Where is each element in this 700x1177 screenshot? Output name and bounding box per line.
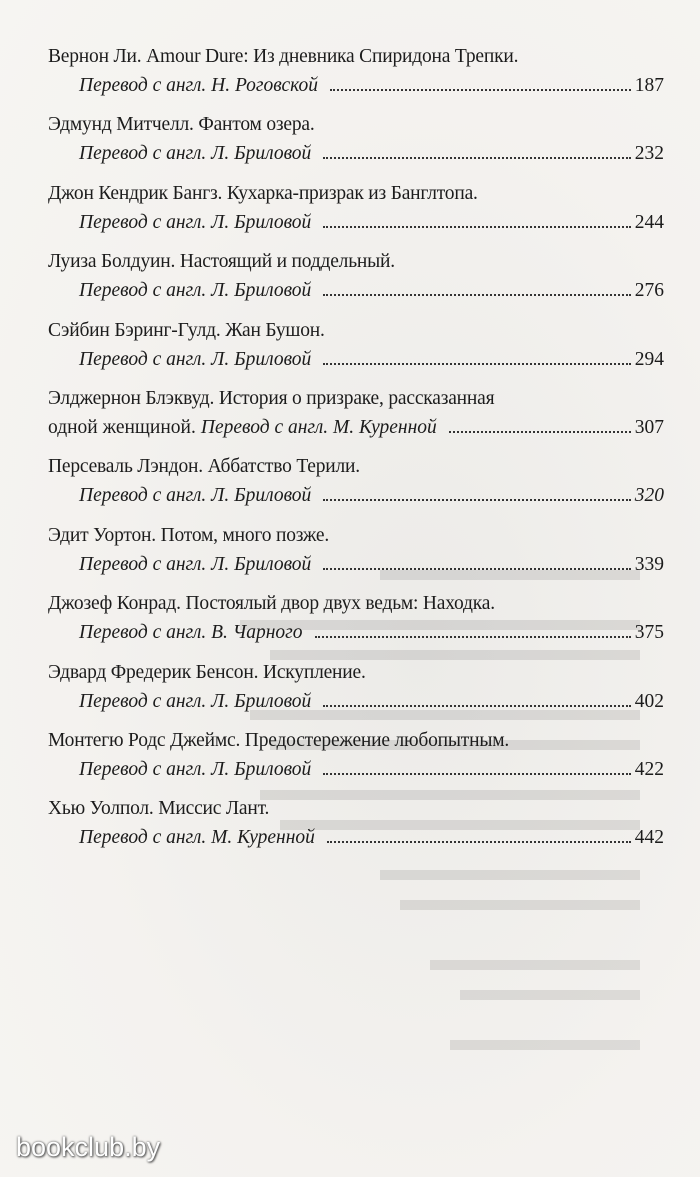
toc-entry-page-number: 320 — [634, 485, 664, 507]
toc-entry-translator: Перевод с англ. Л. Бриловой — [79, 211, 312, 233]
toc-entry-title: Джон Кендрик Бангз. Кухарка-призрак из Банглтопа. — [48, 182, 478, 204]
toc-entry-page-number: 232 — [634, 143, 664, 165]
toc-entry-translator: Перевод с англ. Л. Бриловой — [79, 690, 312, 712]
toc-entry-translator: Перевод с англ. М. Куренной — [79, 827, 315, 849]
toc-entry-title: Эдвард Фредерик Бенсон. Искупление. — [48, 661, 366, 683]
toc-entry-detail — [48, 825, 664, 851]
toc-entry — [48, 454, 664, 522]
toc-entry-translator: Перевод с англ. В. Чарного — [79, 622, 303, 644]
toc-leader-dots — [315, 636, 631, 638]
toc-entry-detail — [48, 689, 664, 715]
toc-entry-translator: Перевод с англ. Л. Бриловой — [79, 485, 312, 507]
toc-entry — [48, 112, 664, 180]
toc-leader-dots — [327, 841, 631, 843]
toc-entry-page-number: 244 — [634, 211, 664, 233]
toc-entry-translator: Перевод с англ. Л. Бриловой — [79, 348, 312, 370]
toc-entry-page-number: 375 — [634, 622, 664, 644]
toc-entry-translator: Перевод с англ. Л. Бриловой — [79, 553, 312, 575]
toc-leader-dots — [330, 89, 631, 91]
toc-entry-detail — [48, 483, 664, 509]
toc-entry-title: Монтегю Родс Джеймс. Предостережение любопытным. — [48, 729, 510, 751]
toc-entry-title: Джозеф Конрад. Постоялый двор двух ведьм: Находка. — [48, 593, 495, 615]
toc-entry-title: Эдит Уортон. Потом, много позже. — [48, 524, 330, 546]
toc-entry-detail — [48, 415, 664, 441]
toc-entry — [48, 181, 664, 249]
toc-entry-title: Персеваль Лэндон. Аббатство Терили. — [48, 456, 360, 478]
toc-entry-page-number: 307 — [634, 416, 664, 438]
toc-entry-page-number: 276 — [634, 280, 664, 302]
toc-entry-detail — [48, 347, 664, 373]
toc-entry-title-continuation: одной женщиной. — [48, 416, 196, 438]
toc-entry-title: Эдмунд Митчелл. Фантом озера. — [48, 114, 315, 136]
toc-leader-dots — [323, 568, 630, 570]
toc-entry-title: Вернон Ли. Amour Dure: Из дневника Спиридона Трепки. — [48, 46, 519, 67]
toc-entry-detail — [48, 552, 664, 578]
toc-leader-dots — [449, 431, 631, 433]
toc-entry-translator: Перевод с англ. Н. Роговской — [79, 75, 319, 96]
toc-entry-page-number: 294 — [634, 348, 664, 370]
toc-entry-detail — [48, 620, 664, 646]
toc-entry-detail — [48, 278, 664, 304]
toc-entry-translator: Перевод с англ. М. Куренной — [200, 416, 437, 438]
toc-entry-detail — [48, 141, 664, 167]
toc-leader-dots — [323, 157, 630, 159]
toc-entry-detail — [48, 757, 664, 783]
toc-entry-translator: Перевод с англ. Л. Бриловой — [79, 280, 312, 302]
toc-entry-page-number: 187 — [634, 75, 664, 96]
toc-entry-title: Луиза Болдуин. Настоящий и поддельный. — [48, 251, 395, 273]
toc-leader-dots — [323, 363, 630, 365]
toc-entry-translator: Перевод с англ. Л. Бриловой — [79, 143, 312, 165]
toc-entry-title: Хью Уолпол. Миссис Лант. — [48, 798, 270, 820]
toc-entry-translator: Перевод с англ. Л. Бриловой — [79, 758, 312, 780]
toc-entry — [48, 44, 664, 112]
toc-entry-page-number: 422 — [634, 758, 664, 780]
toc-leader-dots — [323, 499, 630, 501]
toc-leader-dots — [323, 294, 630, 296]
toc-leader-dots — [323, 773, 630, 775]
toc-entry-page-number: 339 — [634, 553, 664, 575]
toc-entry — [48, 523, 664, 591]
toc-entry — [48, 728, 664, 796]
toc-entry-detail — [48, 73, 664, 99]
toc-entry-detail — [48, 210, 664, 236]
toc-entry-page-number: 402 — [634, 690, 664, 712]
toc-leader-dots — [323, 226, 630, 228]
toc-entry-title: Сэйбин Бэринг-Гулд. Жан Бушон. — [48, 319, 325, 341]
toc-entry-page-number: 442 — [634, 827, 664, 849]
table-of-contents — [48, 44, 664, 865]
watermark-logo: bookclub.by — [16, 1132, 161, 1162]
toc-leader-dots — [323, 705, 630, 707]
toc-entry — [48, 249, 664, 317]
toc-entry — [48, 386, 664, 454]
toc-entry — [48, 591, 664, 659]
toc-entry-title: Элджернон Блэквуд. История о призраке, рассказанная — [48, 387, 495, 409]
toc-entry — [48, 318, 664, 386]
toc-entry — [48, 796, 664, 864]
toc-entry — [48, 660, 664, 728]
